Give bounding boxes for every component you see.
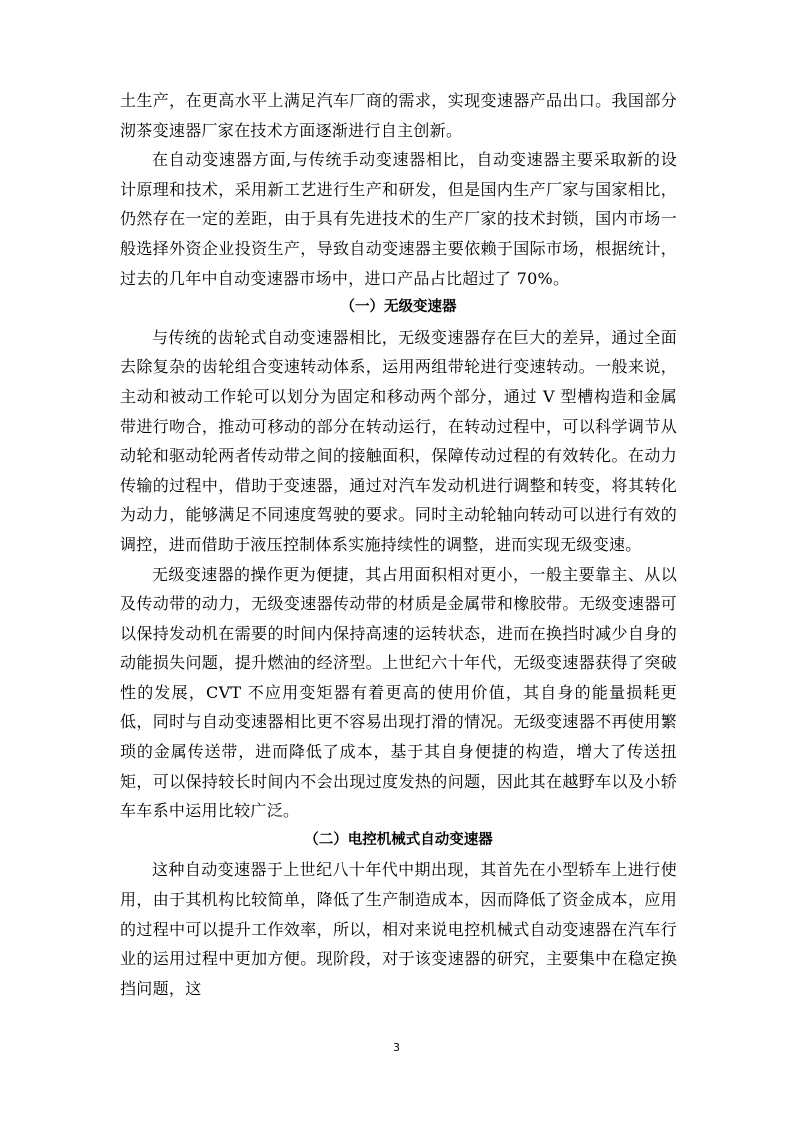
page-number: 3	[393, 1041, 400, 1054]
body-paragraph: 与传统的齿轮式自动变速器相比，无级变速器存在巨大的差异，通过全面去除复杂的齿轮组合变速转动体系，运用两组带轮进行变速转动。一般来说，主动和被动工作轮可以划分为固定和移动两个部分，通过 V 型槽构造和金属带进行吻合，推动可移动的部分在转动运行，在转动过程中，可以科学调节从动轮和驱动轮两者传动带之间的接触面积，保障传动过程的有效转化。在动力传输的过程中，借助于变速器，通过对汽车发动机进行调整和转变，将其转化为动力，能够满足不同速度驾驶的要求。同时主动轮轴向转动可以进行有效的调控，进而借助于液压控制体系实施持续性的调整，进而实现无级变速。	[120, 327, 677, 554]
section-heading: （一）无级变速器	[340, 299, 457, 316]
page-body	[120, 86, 677, 1003]
body-paragraph: 在自动变速器方面,与传统手动变速器相比，自动变速器主要采取新的设计原理和技术，采用新工艺进行生产和研发，但是国内生产厂家与国家相比，仍然存在一定的差距，由于具有先进技术的生产厂家的技术封锁，国内市场一般选择外资企业投资生产，导致自动变速器主要依赖于国际市场，根据统计，过去的几年中自动变速器市场中，进口产品占比超过了 70%。	[120, 150, 677, 288]
body-paragraph: 无级变速器的操作更为便捷，其占用面积相对更小，一般主要靠主、从以及传动带的动力，无级变速器传动带的材质是金属带和橡胶带。无级变速器可以保持发动机在需要的时间内保持高速的运转状态，进而在换挡时减少自身的动能损失问题，提升燃油的经济型。上世纪六十年代，无级变速器获得了突破性的发展，CVT 不应用变矩器有着更高的使用价值，其自身的能量损耗更低，同时与自动变速器相比更不容易出现打滑的情况。无级变速器不再使用繁琐的金属传送带，进而降低了成本，基于其自身便捷的构造，增大了传送扭矩，可以保持较长时间内不会出现过度发热的问题，因此其在越野车以及小轿车车系中运用比较广泛。	[120, 564, 677, 821]
body-paragraph: 土生产，在更高水平上满足汽车厂商的需求，实现变速器产品出口。我国部分沏茶变速器厂家在技术方面逐渐进行自主创新。	[120, 91, 677, 140]
section-heading: （二）电控机械式自动变速器	[304, 831, 493, 848]
body-paragraph: 这种自动变速器于上世纪八十年代中期出现，其首先在小型轿车上进行使用，由于其机构比较简单，降低了生产制造成本，因而降低了资金成本，应用的过程中可以提升工作效率，所以，相对来说电控机械式自动变速器在汽车行业的运用过程中更加方便。现阶段，对于该变速器的研究，主要集中在稳定换挡问题，这	[120, 860, 677, 998]
